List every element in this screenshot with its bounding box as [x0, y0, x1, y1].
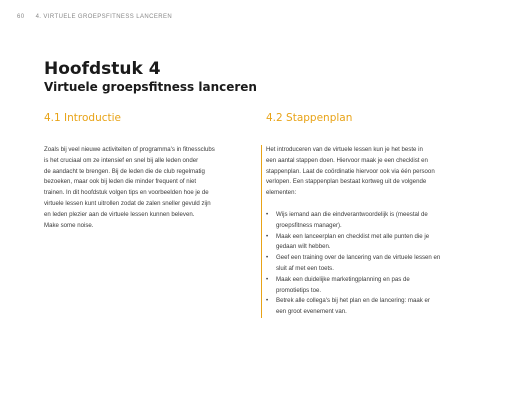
list-item — [266, 296, 440, 318]
chapter-label: Hoofdstuk 4 — [44, 59, 161, 79]
text-line: Betrek alle collega's bij het plan en de lancering: maak er — [276, 297, 430, 305]
page-number: 60 — [17, 14, 25, 20]
list-item — [266, 253, 440, 275]
text-line: een groot evenement van. — [276, 308, 347, 316]
text-line: stappenplan. Laat de coördinatie hiervoor ook via één persoon — [266, 167, 435, 175]
text-line: promotietips toe. — [276, 286, 322, 294]
steps-list — [266, 210, 440, 318]
bullet-icon: • — [266, 211, 269, 218]
running-chapter-title: 4. VIRTUELE GROEPSFITNESS LANCEREN — [35, 14, 173, 20]
bullet-icon: • — [266, 275, 269, 283]
section-heading-introductie: 4.1 Introductie — [44, 112, 122, 124]
text-line: trainen. In dit hoofdstuk volgen tips en voorbeelden hoe je de — [44, 189, 209, 197]
text-line: Maak een lanceerplan en checklist met alle punten die je — [276, 232, 430, 240]
text-line: Maak een duidelijke marketingplanning en pas de — [276, 275, 410, 283]
text-line: Wijs iemand aan die eindverantwoordelijk is (meestal de — [276, 211, 428, 218]
section-heading-stappenplan: 4.2 Stappenplan — [266, 112, 353, 124]
text-line: een aantal stappen doen. Hiervoor maak je een checklist en — [266, 156, 428, 164]
bullet-icon: • — [266, 232, 269, 240]
text-line: Make some noise. — [44, 221, 94, 229]
text-line: verlopen. Een stappenplan bestaat kortweg uit de volgende — [266, 178, 427, 186]
text-line: Het introduceren van de virtuele lessen kun je het beste in — [266, 146, 423, 153]
column-divider — [261, 145, 262, 318]
text-line: gedaan wilt hebben. — [276, 243, 331, 251]
intro-paragraph — [44, 145, 215, 231]
bullet-icon: • — [266, 254, 269, 262]
text-line: sluit af met een toets. — [276, 264, 334, 272]
text-line: groepsfitness manager). — [276, 221, 342, 229]
text-line: de aandacht te brengen. Bij de leden die de club regelmatig — [44, 167, 205, 175]
bullet-icon: • — [266, 297, 269, 305]
text-line: is het cruciaal om ze intensief en snel bij alle leden onder — [44, 156, 199, 164]
text-line: Geef een training over de lancering van de virtuele lessen en — [276, 254, 441, 262]
list-item — [266, 232, 440, 254]
chapter-title: Virtuele groepsfitness lanceren — [44, 80, 257, 94]
list-item — [266, 210, 440, 232]
running-header — [17, 14, 172, 20]
text-line: en leden plezier aan de virtuele lessen kunnen beleven. — [44, 210, 195, 218]
list-item — [266, 275, 440, 297]
text-line: Zoals bij veel nieuwe activiteiten of programma's in fitnessclubs — [44, 146, 215, 153]
plan-paragraph — [266, 145, 435, 199]
text-line: virtuele lessen kunt uitrollen zodat de zalen sneller gevuld zijn — [44, 199, 211, 207]
text-line: bezoeken, maar ook bij leden die minder frequent of niet — [44, 178, 197, 186]
text-line: elementen: — [266, 189, 297, 197]
